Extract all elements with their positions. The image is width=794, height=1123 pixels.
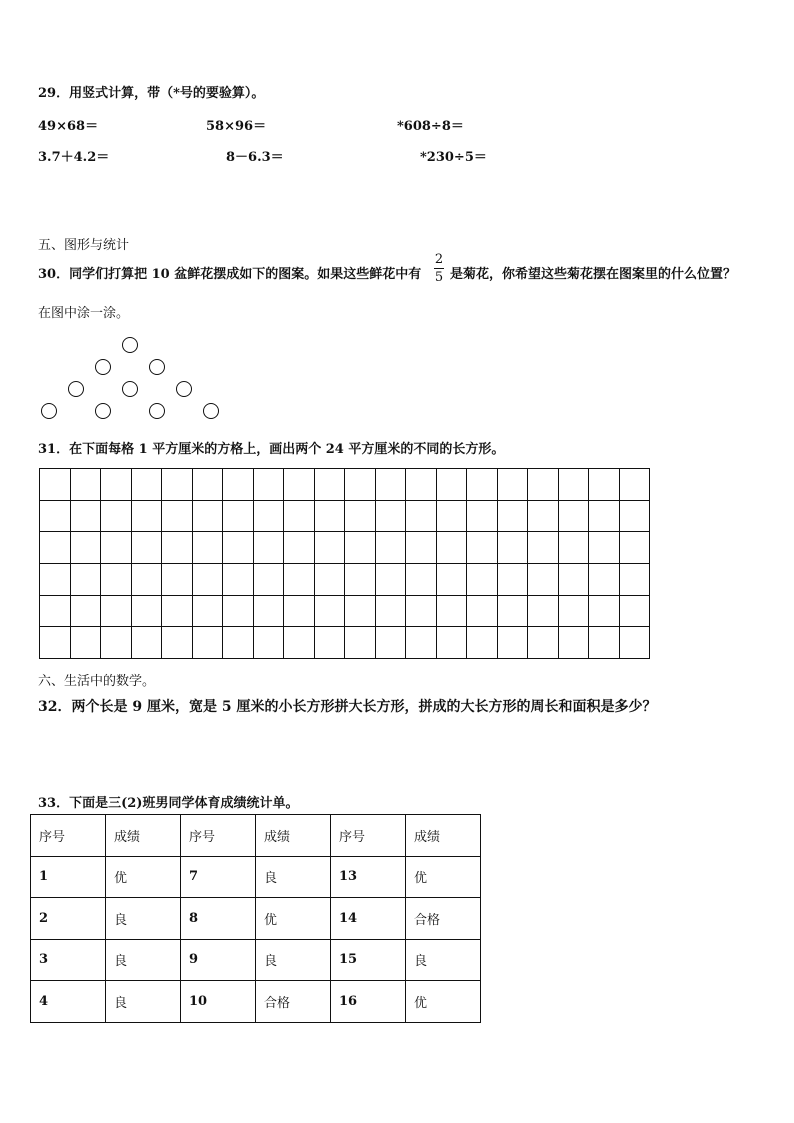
student-number-cell: 15 [331,939,406,981]
score-cell: 良 [106,898,181,940]
grid-cell[interactable] [314,469,345,501]
grid-cell[interactable] [589,564,620,596]
grid-cell[interactable] [497,564,528,596]
grid-cell[interactable] [345,564,376,596]
grid-cell[interactable] [589,595,620,627]
grid-cell[interactable] [619,627,650,659]
score-cell: 优 [406,856,481,898]
grid-cell[interactable] [436,500,467,532]
section-6-heading: 六、生活中的数学。 [38,674,156,689]
grid-cell[interactable] [131,469,162,501]
grid-cell[interactable] [619,564,650,596]
grid-cell[interactable] [558,532,589,564]
grid-cell[interactable] [558,469,589,501]
grid-cell[interactable] [223,532,254,564]
grid-cell[interactable] [131,500,162,532]
grid-cell[interactable] [101,564,132,596]
grid-cell[interactable] [131,627,162,659]
grid-row [40,532,650,564]
grid-row [40,500,650,532]
student-number-cell: 13 [331,856,406,898]
score-cell: 良 [106,939,181,981]
grid-cell[interactable] [497,469,528,501]
grid-cell[interactable] [558,564,589,596]
table-header-cell: 序号 [331,815,406,857]
flower-circle[interactable] [122,337,138,353]
grid-cell[interactable] [253,627,284,659]
grid-cell[interactable] [497,500,528,532]
grid-cell[interactable] [345,627,376,659]
grid-cell[interactable] [314,532,345,564]
grid-cell[interactable] [436,627,467,659]
grid-cell[interactable] [314,564,345,596]
q30-fraction [434,252,444,285]
q29-item-5: 8－6.3＝ [226,150,284,165]
grid-cell[interactable] [162,469,193,501]
grid-cell[interactable] [589,500,620,532]
grid-cell[interactable] [345,532,376,564]
grid-cell[interactable] [528,500,559,532]
student-number-cell: 10 [181,981,256,1023]
q30-instruction: 在图中涂一涂。 [38,306,130,321]
grid-cell[interactable] [375,627,406,659]
grid-cell[interactable] [528,564,559,596]
grid-cell[interactable] [375,500,406,532]
grid-cell[interactable] [223,500,254,532]
grid-cell[interactable] [558,595,589,627]
grid-cell[interactable] [131,564,162,596]
grid-cell[interactable] [223,627,254,659]
grid-cell[interactable] [253,564,284,596]
student-number-cell: 1 [31,856,106,898]
grid-cell[interactable] [436,532,467,564]
grid-cell[interactable] [619,532,650,564]
grid-cell[interactable] [436,564,467,596]
grid-cell[interactable] [497,595,528,627]
grid-cell[interactable] [345,469,376,501]
grid-cell[interactable] [528,627,559,659]
student-number-cell: 9 [181,939,256,981]
grid-cell[interactable] [375,469,406,501]
grid-cell[interactable] [284,469,315,501]
fraction-bar [434,268,444,269]
square-grid[interactable] [39,468,650,659]
grid-cell[interactable] [162,627,193,659]
grid-cell[interactable] [192,500,223,532]
grid-cell[interactable] [40,627,71,659]
grid-cell[interactable] [467,469,498,501]
grid-cell[interactable] [589,532,620,564]
score-cell: 良 [256,856,331,898]
flower-circle[interactable] [95,359,111,375]
score-cell: 合格 [256,981,331,1023]
q29-item-4: 3.7＋4.2＝ [38,150,110,165]
grid-cell[interactable] [192,532,223,564]
grid-cell[interactable] [558,627,589,659]
flower-circle[interactable] [149,403,165,419]
grid-cell[interactable] [192,564,223,596]
grid-cell[interactable] [406,564,437,596]
grid-cell[interactable] [70,469,101,501]
grid-cell[interactable] [406,532,437,564]
grid-cell[interactable] [284,500,315,532]
grid-cell[interactable] [619,500,650,532]
grid-cell[interactable] [162,564,193,596]
student-number-cell: 3 [31,939,106,981]
grid-cell[interactable] [528,532,559,564]
grid-cell[interactable] [406,627,437,659]
grid-cell[interactable] [40,595,71,627]
grid-cell[interactable] [101,532,132,564]
grid-cell[interactable] [253,500,284,532]
student-number-cell: 2 [31,898,106,940]
flower-circle[interactable] [176,381,192,397]
student-number-cell: 8 [181,898,256,940]
fraction-denominator: 5 [434,270,444,285]
grid-cell[interactable] [70,500,101,532]
table-header-row [31,815,481,857]
grid-cell[interactable] [314,627,345,659]
q30-suffix: 是菊花，你希望这些菊花摆在图案里的什么位置？ [450,267,737,282]
score-cell: 优 [256,898,331,940]
grid-cell[interactable] [345,595,376,627]
grid-cell[interactable] [497,627,528,659]
grid-cell[interactable] [40,564,71,596]
grid-cell[interactable] [162,500,193,532]
grid-cell[interactable] [284,627,315,659]
table-row [31,981,481,1023]
score-cell: 优 [106,856,181,898]
student-number-cell: 4 [31,981,106,1023]
grid-cell[interactable] [589,469,620,501]
grid-cell[interactable] [467,564,498,596]
grid-row [40,469,650,501]
grid-cell[interactable] [436,469,467,501]
q30-prefix: 30．同学们打算把 10 盆鲜花摆成如下的图案。如果这些鲜花中有 [38,267,422,282]
student-number-cell: 14 [331,898,406,940]
q33-title: 33．下面是三(2)班男同学体育成绩统计单。 [38,796,299,811]
q32-title: 32．两个长是 9 厘米，宽是 5 厘米的小长方形拼大长方形，拼成的大长方形的周长和面积是多少？ [38,699,657,715]
score-cell: 合格 [406,898,481,940]
grid-cell[interactable] [40,500,71,532]
score-cell: 良 [406,939,481,981]
grid-cell[interactable] [467,595,498,627]
q29-item-1: 49×68＝ [38,119,99,134]
grid-cell[interactable] [375,595,406,627]
table-row [31,939,481,981]
grid-cell[interactable] [284,532,315,564]
grid-cell[interactable] [40,532,71,564]
grid-cell[interactable] [223,595,254,627]
grid-cell[interactable] [70,595,101,627]
grid-cell[interactable] [70,564,101,596]
flower-circle[interactable] [68,381,84,397]
q31-title: 31．在下面每格 1 平方厘米的方格上，画出两个 24 平方厘米的不同的长方形。 [38,442,505,457]
score-cell: 良 [106,981,181,1023]
grid-cell[interactable] [162,532,193,564]
grid-cell[interactable] [131,595,162,627]
grid-cell[interactable] [528,595,559,627]
grid-cell[interactable] [375,564,406,596]
grid-cell[interactable] [467,627,498,659]
grid-cell[interactable] [131,532,162,564]
grid-cell[interactable] [70,532,101,564]
grid-cell[interactable] [253,469,284,501]
grid-cell[interactable] [192,627,223,659]
grid-cell[interactable] [253,532,284,564]
flower-circle[interactable] [41,403,57,419]
flower-circle[interactable] [122,381,138,397]
grid-cell[interactable] [223,564,254,596]
table-row [31,856,481,898]
grid-row [40,595,650,627]
grid-cell[interactable] [223,469,254,501]
grid-cell[interactable] [101,500,132,532]
grid-cell[interactable] [558,500,589,532]
grid-cell[interactable] [406,595,437,627]
grid-cell[interactable] [528,469,559,501]
grid-cell[interactable] [101,469,132,501]
section-5-heading: 五、图形与统计 [38,238,130,253]
grid-cell[interactable] [253,595,284,627]
grid-cell[interactable] [284,595,315,627]
fraction-numerator: 2 [434,252,444,267]
grid-cell[interactable] [314,595,345,627]
flower-circle[interactable] [203,403,219,419]
grid-cell[interactable] [589,627,620,659]
grid-cell[interactable] [619,595,650,627]
table-header-cell: 成绩 [256,815,331,857]
grid-cell[interactable] [314,500,345,532]
q29-title: 29．用竖式计算，带（*号的要验算）。 [38,86,265,101]
score-table [30,814,481,1023]
q29-item-2: 58×96＝ [206,119,267,134]
q29-item-6: *230÷5＝ [420,150,487,165]
student-number-cell: 16 [331,981,406,1023]
table-header-cell: 序号 [31,815,106,857]
grid-cell[interactable] [436,595,467,627]
table-row [31,898,481,940]
grid-cell[interactable] [375,532,406,564]
table-header-cell: 序号 [181,815,256,857]
score-cell: 良 [256,939,331,981]
flower-circle[interactable] [149,359,165,375]
grid-cell[interactable] [192,595,223,627]
student-number-cell: 7 [181,856,256,898]
grid-cell[interactable] [101,627,132,659]
score-cell: 优 [406,981,481,1023]
grid-cell[interactable] [497,532,528,564]
grid-cell[interactable] [467,500,498,532]
grid-cell[interactable] [467,532,498,564]
q29-item-3: *608÷8＝ [397,119,464,134]
grid-cell[interactable] [70,627,101,659]
grid-row [40,564,650,596]
grid-row [40,627,650,659]
grid-cell[interactable] [40,469,71,501]
grid-cell[interactable] [345,500,376,532]
flower-circle[interactable] [95,403,111,419]
grid-cell[interactable] [619,469,650,501]
grid-cell[interactable] [406,469,437,501]
grid-cell[interactable] [162,595,193,627]
grid-cell[interactable] [284,564,315,596]
table-header-cell: 成绩 [106,815,181,857]
grid-cell[interactable] [406,500,437,532]
table-header-cell: 成绩 [406,815,481,857]
grid-cell[interactable] [101,595,132,627]
grid-cell[interactable] [192,469,223,501]
